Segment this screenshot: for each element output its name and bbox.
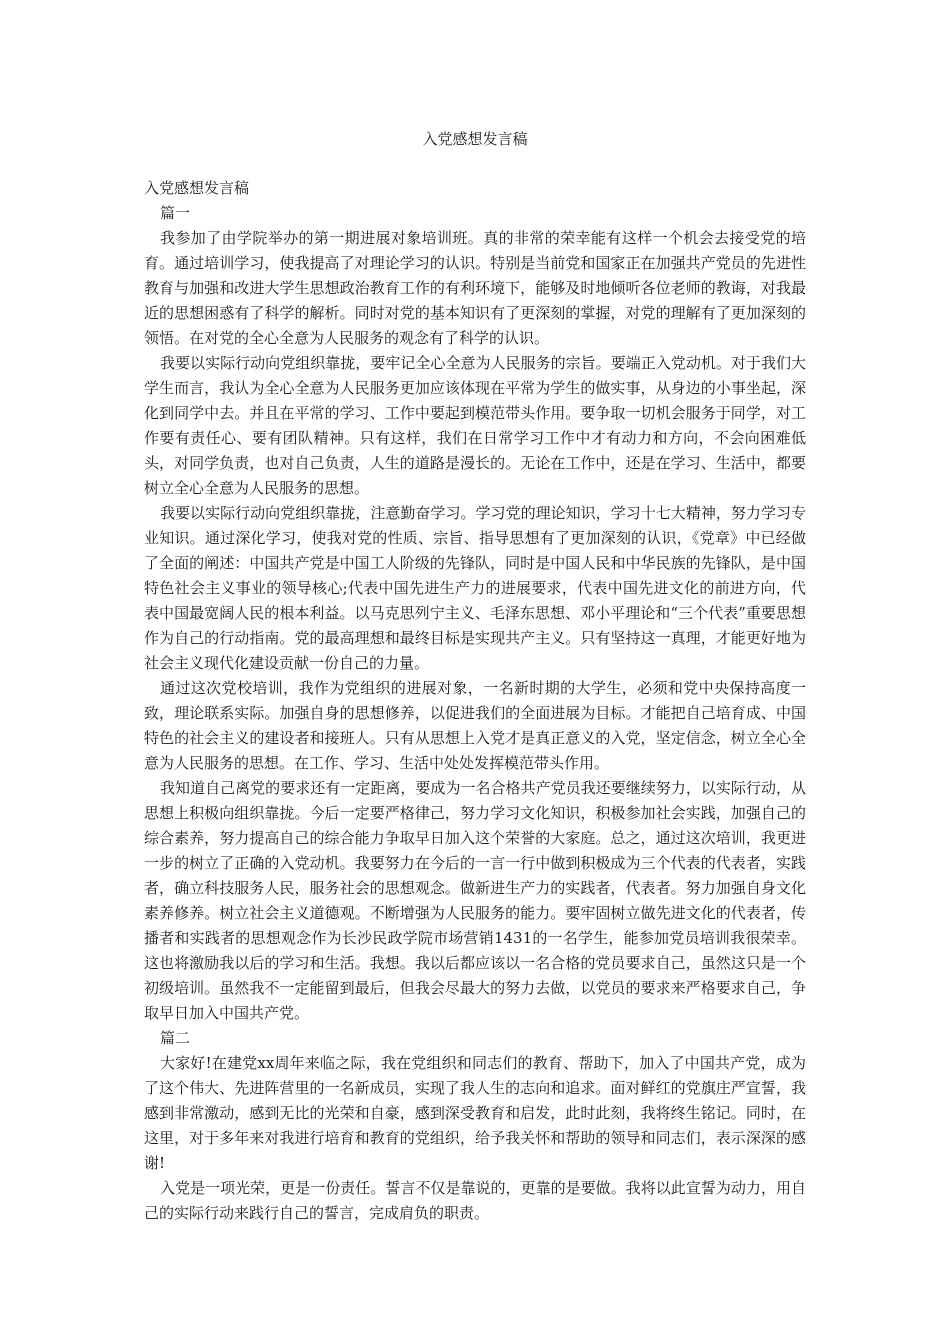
paragraph: 大家好!在建党xx周年来临之际，我在党组织和同志们的教育、帮助下，加入了中国共产党，成为了这个伟大、先进阵营里的一名新成员，实现了我人生的志向和追求。面对鲜红的党旗庄严宣誓，我感到非常激动，感到无比的光荣和自豪，感到深受教育和启发，此时此刻，我将终生铭记。同时，在这里，对于多年来对我进行培育和教育的党组织，给予我关怀和帮助的领导和同志们，表示深深的感谢! (144, 1054, 806, 1172)
document-title: 入党感想发言稿 (422, 130, 528, 148)
paragraph: 我要以实际行动向党组织靠拢，注意勤奋学习。学习党的理论知识，学习十七大精神，努力学习专业知识。通过深化学习，使我对党的性质、宗旨、指导思想有了更加深刻的认识，《党章》中已经做了全面的阐述：中国共产党是中国工人阶级的先锋队，同时是中国人民和中华民族的先锋队，是中国特色社会主义事业的领导核心;代表中国先进生产力的进展要求，代表中国先进文化的前进方向，代表中国最宽阔人民的根本利益。以马克思列宁主义、毛泽东思想、邓小平理论和“三个代表”重要思想作为自己的行动指南。党的最高理想和最终目标是实现共产主义。只有坚持这一真理，才能更好地为社会主义现代化建设贡献一份自己的力量。 (144, 504, 806, 672)
paragraph: 我知道自己离党的要求还有一定距离，要成为一名合格共产党员我还要继续努力，以实际行动，从思想上积极向组织靠拢。今后一定要严格律己，努力学习文化知识，积极参加社会实践，加强自己的综合素养，努力提高自己的综合能力争取早日加入这个荣誉的大家庭。总之，通过这次培训，我更进一步的树立了正确的入党动机。我要努力在今后的一言一行中做到积极成为三个代表的代表者，实践者，确立科技服务人民，服务社会的思想观念。做新进生产力的实践者，代表者。努力加强自身文化素养修养。树立社会主义道德观。不断增强为人民服务的能力。要牢固树立做先进文化的代表者，传播者和实践者的思想观念作为长沙民政学院市场营销1431的一名学生，能参加党员培训我很荣幸。这也将激励我以后的学习和生活。我想。我以后都应该以一名合格的党员要求自己，虽然这只是一个初级培训。虽然我不一定能留到最后，但我会尽最大的努力去做，以党员的要求来严格要求自己，争取早日加入中国共产党。 (144, 779, 806, 1022)
paragraph: 入党是一项光荣，更是一份责任。誓言不仅是靠说的，更靠的是要做。我将以此宣誓为动力，用自己的实际行动来践行自己的誓言，完成肩负的职责。 (144, 1179, 806, 1222)
section-label-2: 篇二 (160, 1029, 191, 1047)
section-label-1: 篇一 (160, 204, 191, 222)
paragraph: 通过这次党校培训，我作为党组织的进展对象，一名新时期的大学生，必须和党中央保持高度一致，理论联系实际。加强自身的思想修养，以促进我们的全面进展为目标。才能把自己培育成、中国特色的社会主义的建设者和接班人。只有从思想上入党才是真正意义的入党，坚定信念，树立全心全意为人民服务的思想。在工作、学习、生活中处处发挥模范带头作用。 (144, 679, 806, 772)
paragraph: 我参加了由学院举办的第一期进展对象培训班。真的非常的荣幸能有这样一个机会去接受党的培育。通过培训学习，使我提高了对理论学习的认识。特别是当前党和国家正在加强共产党员的先进性教育与加强和改进大学生思想政治教育工作的有利环境下，能够及时地倾听各位老师的教诲，对我最近的思想困惑有了科学的解析。同时对党的基本知识有了更深刻的掌握，对党的理解有了更加深刻的领悟。在对党的全心全意为人民服务的观念有了科学的认识。 (144, 229, 806, 347)
body-heading: 入党感想发言稿 (144, 179, 250, 197)
paragraph: 我要以实际行动向党组织靠拢，要牢记全心全意为人民服务的宗旨。要端正入党动机。对于我们大学生而言，我认为全心全意为人民服务更加应该体现在平常为学生的做实事，从身边的小事坐起，深化到同学中去。并且在平常的学习、工作中要起到模范带头作用。要争取一切机会服务于同学，对工作要有责任心、要有团队精神。只有这样，我们在日常学习工作中才有动力和方向，不会向困难低头，对同学负责，也对自己负责，人生的道路是漫长的。无论在工作中，还是在学习、生活中，都要树立全心全意为人民服务的思想。 (144, 354, 806, 497)
document-body (144, 176, 806, 1226)
